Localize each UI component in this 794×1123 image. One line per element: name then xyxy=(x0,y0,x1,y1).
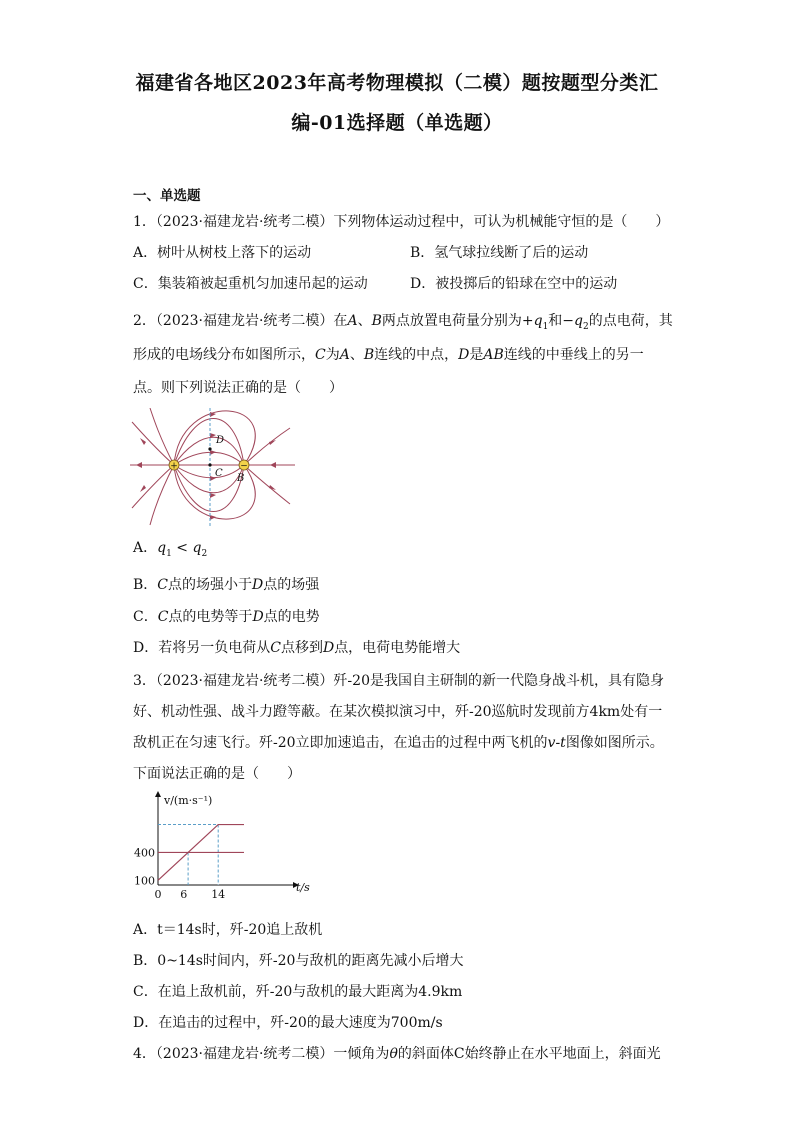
q2-sub: 1 xyxy=(542,321,549,332)
q1-stem: 1．（2023·福建龙岩·统考二模）下列物体运动过程中，可认为机械能守恒的是（ ） xyxy=(133,214,670,230)
vt-chart xyxy=(128,790,318,910)
q3-text: 敌机正在匀速飞行。歼-20立即加速追击，在追击的过程中两飞机的 xyxy=(133,735,548,751)
q2-var-b: B xyxy=(371,313,382,329)
q3-stem-line4: 下面说法正确的是（ ） xyxy=(133,766,301,782)
q2-text: 2．（2023·福建龙岩·统考二模）在 xyxy=(133,313,348,329)
q2-text: D．若将另一负电荷从 xyxy=(133,640,271,656)
q1-option-d: D．被投掷后的铅球在空中的运动 xyxy=(410,276,618,292)
q2-var-ab: AB xyxy=(483,347,504,363)
q4-text: 4．（2023·福建龙岩·统考二模）一倾角为 xyxy=(133,1046,390,1062)
arrow-head xyxy=(270,462,276,468)
q2-var-d: D xyxy=(252,577,264,593)
field-line xyxy=(150,465,174,525)
q2-text: 点的场强 xyxy=(263,577,320,593)
q3-option-a: A．t＝14s时，歼-20追上敌机 xyxy=(133,922,323,938)
q2-var-q2: q xyxy=(192,540,202,556)
electric-field-figure xyxy=(130,408,295,526)
q2-var-q1: q xyxy=(157,540,167,556)
q2-text: 形成的电场线分布如图所示， xyxy=(133,347,315,363)
point-c-dot xyxy=(208,463,211,466)
q2-text: 为 xyxy=(325,347,340,363)
field-line xyxy=(244,428,290,465)
q2-text: 点的电势 xyxy=(263,609,320,625)
q2-option-d xyxy=(133,638,460,658)
q2-text: 点的场强小于 xyxy=(168,577,253,593)
q2-var-c: C xyxy=(157,609,169,625)
q2-text: 点，电荷电势能增大 xyxy=(334,640,461,656)
positive-charge-sign: + xyxy=(170,461,178,472)
q2-text: < xyxy=(171,540,193,556)
q2-var-b: B xyxy=(363,347,375,363)
label-c: C xyxy=(215,468,223,479)
field-line xyxy=(132,465,174,508)
q2-stem-line3: 点。则下列说法正确的是（ ） xyxy=(133,380,343,396)
q2-text: 点移到 xyxy=(280,640,323,656)
q2-var-d: D xyxy=(458,347,470,363)
q2-option-a xyxy=(133,538,207,564)
x-tick-label: 6 xyxy=(180,888,188,901)
q4-var-theta: θ xyxy=(389,1046,398,1062)
q4-text: 的斜面体C始终静止在水平地面上，斜面光 xyxy=(397,1046,661,1062)
q3-option-c: C．在追上敌机前，歼-20与敌机的最大距离为4.9km xyxy=(133,984,463,1000)
q2-var-q2: q xyxy=(574,313,583,329)
y-tick-label: 400 xyxy=(134,846,155,860)
q1-option-c: C．集装箱被起重机匀加速吊起的运动 xyxy=(133,276,368,292)
field-line xyxy=(132,422,174,465)
q3-stem-line2: 好、机动性强、战斗力蹬等蔽。在某次模拟演习中，歼-20巡航时发现前方4km处有一 xyxy=(133,704,663,720)
q2-sub: 1 xyxy=(166,548,172,559)
q2-text: 是 xyxy=(469,347,484,363)
q2-text: 、 xyxy=(349,347,364,363)
doc-title-line1: 福建省各地区2023年高考物理模拟（二模）题按题型分类汇 xyxy=(135,72,659,94)
q2-sub: 2 xyxy=(583,321,589,332)
q2-option-c xyxy=(133,607,320,627)
q3-stem-line1: 3．（2023·福建龙岩·统考二模）歼-20是我国自主研制的新一代隐身战斗机，具有隐身 xyxy=(133,673,664,689)
q3-text: 图像如图所示。 xyxy=(565,735,664,751)
x-axis-label: t/s xyxy=(296,881,310,894)
q2-text: 的点电荷，其 xyxy=(588,313,673,329)
q4-stem-line1 xyxy=(133,1044,661,1064)
arrow-head xyxy=(210,493,216,498)
q2-option-b xyxy=(133,575,319,595)
q3-option-b: B．0~14s时间内，歼-20与敌机的距离先减小后增大 xyxy=(133,953,464,969)
q2-text: 点的电势等于 xyxy=(168,609,253,625)
q2-var-c: C xyxy=(270,640,281,656)
q2-var-c: C xyxy=(157,577,169,593)
field-line xyxy=(174,452,244,465)
x-tick-label: 0 xyxy=(154,888,162,901)
arrow-head xyxy=(140,438,146,445)
arrow-head xyxy=(140,485,146,492)
q2-var-d: D xyxy=(322,640,335,656)
y-tick-label: 100 xyxy=(134,874,155,888)
negative-charge-sign: − xyxy=(240,461,248,472)
section-heading: 一、单选题 xyxy=(133,188,201,204)
field-line xyxy=(150,408,174,465)
y-axis-label: v/(m·s⁻¹) xyxy=(164,794,213,807)
q2-var-q1: q xyxy=(533,313,543,329)
q2-stem-line2 xyxy=(133,345,644,365)
q1-option-b: B．氢气球拉线断了后的运动 xyxy=(410,245,589,261)
q2-text: A． xyxy=(133,540,158,556)
field-line xyxy=(244,465,290,504)
point-d-dot xyxy=(208,447,211,450)
q3-stem-line3 xyxy=(133,733,664,753)
q2-text: 连线的中点， xyxy=(374,347,459,363)
q2-stem-line1 xyxy=(133,311,673,337)
q2-text: 连线的中垂线上的另一 xyxy=(503,347,644,363)
q3-option-d: D．在追击的过程中，歼-20的最大速度为700m/s xyxy=(133,1015,443,1031)
q2-var-c: C xyxy=(315,347,326,363)
q2-text: 两点放置电荷量分别为+ xyxy=(381,313,534,329)
q1-option-a: A．树叶从树枝上落下的运动 xyxy=(133,245,312,261)
q2-text: C． xyxy=(133,609,158,625)
q2-text: 和− xyxy=(548,313,575,329)
q2-text: B． xyxy=(133,577,158,593)
x-tick-label: 14 xyxy=(211,888,226,901)
q2-text: 、 xyxy=(357,313,372,329)
q2-sub: 2 xyxy=(201,548,208,559)
q3-var-vt: v-t xyxy=(547,735,566,751)
q2-var-d: D xyxy=(252,609,264,625)
arrow-head xyxy=(136,462,142,468)
q2-var-a: A xyxy=(339,347,350,363)
label-b: B xyxy=(237,473,245,484)
doc-title-line2: 编-01选择题（单选题） xyxy=(291,112,503,134)
label-d: D xyxy=(216,435,225,446)
q2-var-a: A xyxy=(347,313,358,329)
field-line xyxy=(174,465,244,478)
